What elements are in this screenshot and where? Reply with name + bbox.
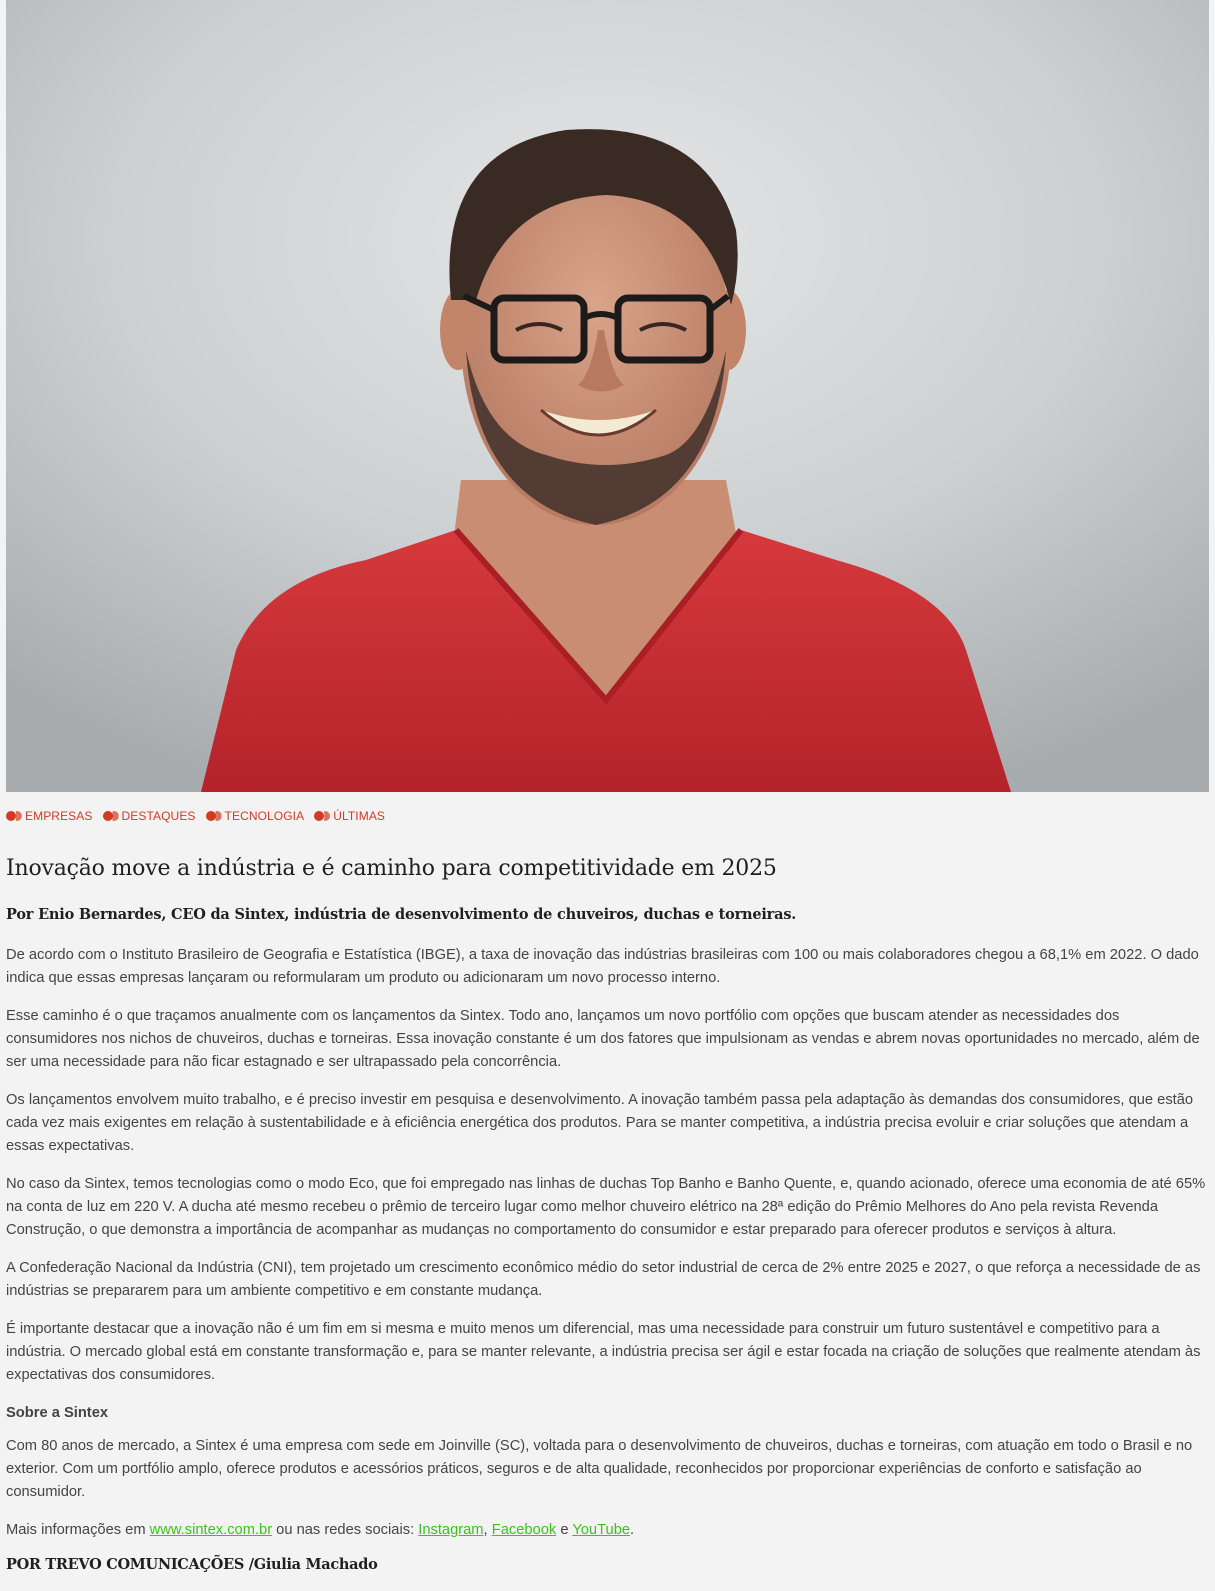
facebook-link[interactable]: Facebook [491, 1522, 557, 1538]
article-paragraph: Esse caminho é o que traçamos anualmente com os lançamentos da Sintex. Todo ano, lançamos um novo portfólio com opções que buscam atender as necessidades dos consumidores nos nichos de chuveiros, duchas e torneiras. Essa inovação constante é um dos fatores que impulsionam as vendas e abrem novas oportunidades no mercado, além de ser uma necessidade para não ficar estagnado e ser ultrapassado pela concorrência. [6, 1008, 1200, 1070]
portrait-photo [6, 0, 1209, 792]
article-paragraph: É importante destacar que a inovação não é um fim em si mesma e muito menos um diferencial, mas uma necessidade para construir um futuro sustentável e competitivo para a indústria. O mercado global está em constante transformação e, para se manter relevante, a indústria precisa ser ágil e estar focada na criação de soluções que realmente atendam às expectativas dos consumidores. [6, 1321, 1201, 1383]
about-heading: Sobre a Sintex [6, 1405, 109, 1421]
more-info-prefix: Mais informações em [6, 1522, 150, 1538]
more-info-and: e [556, 1522, 573, 1538]
category-label: TECNOLOGIA [224, 809, 305, 823]
article-title: Inovação move a indústria e é caminho para competitividade em 2025 [6, 856, 777, 881]
article-paragraph: Os lançamentos envolvem muito trabalho, e é preciso investir em pesquisa e desenvolvimento. A inovação também passa pela adaptação às demandas dos consumidores, que estão cada vez mais exigentes em relação à sustentabilidade e à eficiência energética dos produtos. Para se manter competitiva, a indústria precisa evoluir e criar soluções que atendam a essas expectativas. [6, 1092, 1194, 1154]
category-empresas[interactable] [6, 809, 93, 823]
instagram-link[interactable]: Instagram [418, 1522, 484, 1538]
article-byline: Por Enio Bernardes, CEO da Sintex, indústria de desenvolvimento de chuveiros, duchas e torneiras. [6, 906, 797, 923]
category-tecnologia[interactable] [206, 809, 305, 823]
category-bullet-icon [314, 811, 328, 821]
article-paragraph: De acordo com o Instituto Brasileiro de Geografia e Estatística (IBGE), a taxa de inovação das indústrias brasileiras com 100 ou mais colaboradores chegou a 68,1% em 2022. O dado indica que essas empresas lançaram ou reformularam um produto ou adicionaram um novo processo interno. [6, 947, 1199, 986]
hero-image [6, 0, 1209, 792]
youtube-link[interactable]: YouTube [572, 1522, 631, 1538]
more-info-middle: ou nas redes sociais: [272, 1522, 419, 1538]
category-bullet-icon [103, 811, 117, 821]
category-bullet-icon [6, 811, 20, 821]
article-credit: POR TREVO COMUNICAÇÕES /Giulia Machado [6, 1556, 378, 1573]
category-ultimas[interactable] [314, 809, 385, 823]
more-info [6, 1519, 1210, 1542]
article-body [6, 944, 1210, 1557]
category-destaques[interactable] [103, 809, 196, 823]
category-label: EMPRESAS [25, 809, 93, 823]
article-paragraph: A Confederação Nacional da Indústria (CNI), tem projetado um crescimento econômico médio do setor industrial de cerca de 2% entre 2025 e 2027, o que reforça a necessidade de as indústrias se prepararem para um ambiente competitivo e em constante mudança. [6, 1260, 1201, 1299]
category-label: ÚLTIMAS [333, 809, 386, 823]
sintex-site-link[interactable]: www.sintex.com.br [149, 1522, 273, 1538]
about-text: Com 80 anos de mercado, a Sintex é uma empresa com sede em Joinville (SC), voltada para o desenvolvimento de chuveiros, duchas e torneiras, com atuação em todo o Brasil e no exterior. Com um portfólio amplo, oferece produtos e acessórios práticos, seguros e de alta qualidade, reconhecidos por proporcionar experiências de conforto e satisfação ao consumidor. [6, 1438, 1193, 1500]
article-paragraph: No caso da Sintex, temos tecnologias como o modo Eco, que foi empregado nas linhas de duchas Top Banho e Banho Quente, e, quando acionado, oferece uma economia de até 65% na conta de luz em 220 V. A ducha até mesmo recebeu o prêmio de terceiro lugar como melhor chuveiro elétrico na 28ª edição do Prêmio Melhores do Ano pela revista Revenda Construção, o que demonstra a importância de acompanhar as mudanças no comportamento do consumidor e estar preparado para oferecer produtos e serviços à altura. [6, 1176, 1206, 1238]
category-label: DESTAQUES [121, 809, 196, 823]
category-tags [6, 808, 385, 824]
category-bullet-icon [206, 811, 220, 821]
more-info-comma: , [483, 1522, 492, 1538]
more-info-suffix: . [630, 1522, 635, 1538]
